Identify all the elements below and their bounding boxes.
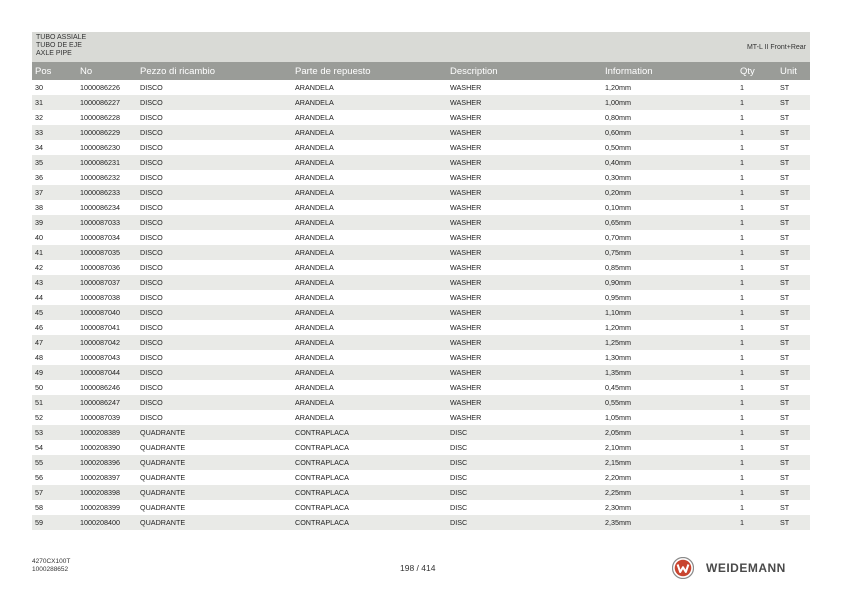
title-band xyxy=(32,32,810,62)
cell-qty: 1 xyxy=(737,365,777,380)
cell-description: WASHER xyxy=(450,413,482,422)
cell-no: 1000208396 xyxy=(77,455,137,470)
cell-description: WASHER xyxy=(450,173,482,182)
cell-description: WASHER xyxy=(450,263,482,272)
cell-description: WASHER xyxy=(447,275,602,290)
table-row xyxy=(32,440,810,455)
cell-pezzo: DISCO xyxy=(137,335,292,350)
table-row xyxy=(32,155,810,170)
cell-description: WASHER xyxy=(447,155,602,170)
cell-parte: ARANDELA xyxy=(295,323,334,332)
cell-no: 1000086227 xyxy=(77,95,137,110)
doc-code: 4270CX100T xyxy=(32,558,71,565)
cell-parte: ARANDELA xyxy=(292,395,447,410)
cell-unit: ST xyxy=(780,443,790,452)
cell-pos: 47 xyxy=(32,335,77,350)
cell-unit: ST xyxy=(780,263,790,272)
cell-pos: 56 xyxy=(35,473,43,482)
cell-description: DISC xyxy=(447,455,602,470)
cell-description: WASHER xyxy=(450,323,482,332)
cell-unit: ST xyxy=(780,413,790,422)
cell-description: DISC xyxy=(450,503,468,512)
cell-pezzo: DISCO xyxy=(137,365,292,380)
cell-information: 2,30mm xyxy=(605,503,631,512)
cell-qty: 1 xyxy=(737,245,777,260)
cell-information: 0,80mm xyxy=(605,113,631,122)
cell-pos: 55 xyxy=(32,455,77,470)
cell-description: WASHER xyxy=(447,185,602,200)
cell-qty: 1 xyxy=(740,173,744,182)
cell-qty: 1 xyxy=(737,395,777,410)
cell-pos: 42 xyxy=(35,263,43,272)
cell-unit: ST xyxy=(780,323,790,332)
cell-no: 1000208397 xyxy=(80,473,120,482)
table-row xyxy=(32,485,810,500)
cell-unit: ST xyxy=(780,353,790,362)
cell-description: DISC xyxy=(447,485,602,500)
cell-pezzo: DISCO xyxy=(137,245,292,260)
cell-information: 1,25mm xyxy=(602,335,737,350)
cell-parte: ARANDELA xyxy=(295,383,334,392)
cell-unit: ST xyxy=(780,173,790,182)
cell-parte: ARANDELA xyxy=(292,125,447,140)
cell-parte: ARANDELA xyxy=(295,353,334,362)
cell-parte: ARANDELA xyxy=(295,143,334,152)
cell-unit: ST xyxy=(777,305,810,320)
cell-pos: 40 xyxy=(35,233,43,242)
cell-parte: ARANDELA xyxy=(295,413,334,422)
cell-pezzo: DISCO xyxy=(140,143,163,152)
cell-no: 1000087035 xyxy=(77,245,137,260)
cell-unit: ST xyxy=(777,455,810,470)
cell-parte: CONTRAPLACA xyxy=(292,455,447,470)
cell-information: 0,50mm xyxy=(605,143,631,152)
cell-unit: ST xyxy=(780,233,790,242)
table-row xyxy=(32,425,810,440)
cell-pezzo: DISCO xyxy=(140,323,163,332)
table-row xyxy=(32,380,810,395)
cell-information: 0,65mm xyxy=(602,215,737,230)
cell-parte: ARANDELA xyxy=(295,113,334,122)
cell-pos: 31 xyxy=(32,95,77,110)
cell-description: DISC xyxy=(450,443,468,452)
doc-id: 1000288652 xyxy=(32,565,69,573)
cell-no: 1000086231 xyxy=(77,155,137,170)
cell-information: 2,15mm xyxy=(602,455,737,470)
table-header-row xyxy=(32,62,810,80)
cell-description: WASHER xyxy=(447,335,602,350)
brand-name: WEIDEMANN xyxy=(706,561,786,575)
cell-unit: ST xyxy=(777,185,810,200)
cell-unit: ST xyxy=(777,395,810,410)
cell-pezzo: DISCO xyxy=(137,395,292,410)
cell-pezzo: DISCO xyxy=(137,215,292,230)
cell-unit: ST xyxy=(780,383,790,392)
cell-pezzo: QUADRANTE xyxy=(137,455,292,470)
cell-information: 0,20mm xyxy=(602,185,737,200)
cell-pos: 59 xyxy=(32,515,77,530)
cell-description: WASHER xyxy=(450,143,482,152)
cell-qty: 1 xyxy=(740,293,744,302)
cell-no: 1000208400 xyxy=(77,515,137,530)
cell-description: WASHER xyxy=(450,233,482,242)
cell-unit: ST xyxy=(780,143,790,152)
table-row xyxy=(32,125,810,140)
cell-parte: ARANDELA xyxy=(295,173,334,182)
cell-parte: ARANDELA xyxy=(295,263,334,272)
cell-qty: 1 xyxy=(737,155,777,170)
table-row xyxy=(32,230,810,245)
cell-description: WASHER xyxy=(450,203,482,212)
cell-no: 1000087042 xyxy=(77,335,137,350)
cell-information: 2,25mm xyxy=(602,485,737,500)
cell-pos: 37 xyxy=(32,185,77,200)
cell-pos: 48 xyxy=(35,353,43,362)
cell-qty: 1 xyxy=(740,143,744,152)
cell-parte: CONTRAPLACA xyxy=(292,425,447,440)
cell-pos: 44 xyxy=(35,293,43,302)
cell-no: 1000208399 xyxy=(80,503,120,512)
table-row xyxy=(32,275,810,290)
cell-description: DISC xyxy=(447,425,602,440)
cell-information: 0,55mm xyxy=(602,395,737,410)
cell-qty: 1 xyxy=(737,335,777,350)
cell-qty: 1 xyxy=(737,485,777,500)
cell-pezzo: DISCO xyxy=(137,275,292,290)
table-row xyxy=(32,290,810,305)
cell-pos: 36 xyxy=(35,173,43,182)
cell-information: 0,70mm xyxy=(605,233,631,242)
weidemann-w-logo-icon xyxy=(672,557,694,579)
cell-parte: ARANDELA xyxy=(295,203,334,212)
cell-qty: 1 xyxy=(737,515,777,530)
cell-qty: 1 xyxy=(737,125,777,140)
cell-qty: 1 xyxy=(740,443,744,452)
title-line-it: TUBO ASSIALE xyxy=(36,34,87,41)
cell-pezzo: QUADRANTE xyxy=(140,473,186,482)
machine-model: MT-L II Front+Rear xyxy=(746,44,806,51)
cell-unit: ST xyxy=(777,485,810,500)
cell-unit: ST xyxy=(777,275,810,290)
cell-pos: 57 xyxy=(32,485,77,500)
cell-parte: ARANDELA xyxy=(292,365,447,380)
cell-parte: CONTRAPLACA xyxy=(292,515,447,530)
cell-no: 1000086246 xyxy=(80,383,120,392)
cell-qty: 1 xyxy=(737,455,777,470)
cell-pos: 54 xyxy=(35,443,43,452)
cell-pezzo: QUADRANTE xyxy=(137,425,292,440)
cell-pezzo: DISCO xyxy=(140,203,163,212)
cell-parte: CONTRAPLACA xyxy=(295,473,349,482)
table-row xyxy=(32,215,810,230)
table-row xyxy=(32,320,810,335)
cell-description: DISC xyxy=(447,515,602,530)
column-header-information: Information xyxy=(602,62,737,80)
cell-pezzo: DISCO xyxy=(140,383,163,392)
table-row xyxy=(32,245,810,260)
cell-pos: 43 xyxy=(32,275,77,290)
cell-pezzo: DISCO xyxy=(137,185,292,200)
document-number xyxy=(32,558,70,573)
cell-pezzo: DISCO xyxy=(137,155,292,170)
cell-information: 1,00mm xyxy=(602,95,737,110)
table-row xyxy=(32,200,810,215)
cell-no: 1000208389 xyxy=(77,425,137,440)
cell-information: 1,35mm xyxy=(602,365,737,380)
cell-no: 1000087033 xyxy=(77,215,137,230)
title-line-en: AXLE PIPE xyxy=(36,50,72,57)
table-row xyxy=(32,185,810,200)
cell-unit: ST xyxy=(780,83,790,92)
table-row xyxy=(32,140,810,155)
cell-no: 1000087037 xyxy=(77,275,137,290)
cell-unit: ST xyxy=(777,515,810,530)
cell-no: 1000087041 xyxy=(80,323,120,332)
table-row xyxy=(32,350,810,365)
cell-description: WASHER xyxy=(447,95,602,110)
table-body xyxy=(32,80,810,530)
cell-parte: ARANDELA xyxy=(292,95,447,110)
cell-information: 1,05mm xyxy=(605,413,631,422)
cell-unit: ST xyxy=(777,215,810,230)
brand-logo xyxy=(672,557,786,579)
cell-pezzo: DISCO xyxy=(137,95,292,110)
cell-qty: 1 xyxy=(737,305,777,320)
cell-no: 1000086232 xyxy=(80,173,120,182)
cell-pezzo: DISCO xyxy=(140,263,163,272)
cell-description: WASHER xyxy=(450,113,482,122)
cell-description: WASHER xyxy=(450,83,482,92)
cell-unit: ST xyxy=(780,113,790,122)
cell-description: WASHER xyxy=(450,383,482,392)
cell-information: 1,20mm xyxy=(605,83,631,92)
cell-no: 1000087036 xyxy=(80,263,120,272)
cell-no: 1000208398 xyxy=(77,485,137,500)
cell-pos: 35 xyxy=(32,155,77,170)
cell-no: 1000086234 xyxy=(80,203,120,212)
cell-information: 0,45mm xyxy=(605,383,631,392)
cell-pezzo: DISCO xyxy=(137,305,292,320)
table-row xyxy=(32,365,810,380)
table-row xyxy=(32,80,810,95)
cell-unit: ST xyxy=(777,335,810,350)
cell-information: 0,75mm xyxy=(602,245,737,260)
column-header-description: Description xyxy=(447,62,602,80)
cell-no: 1000086230 xyxy=(80,143,120,152)
column-header-pos: Pos xyxy=(32,62,77,80)
cell-pos: 30 xyxy=(35,83,43,92)
cell-description: WASHER xyxy=(447,365,602,380)
cell-pos: 32 xyxy=(35,113,43,122)
cell-information: 0,10mm xyxy=(605,203,631,212)
table-row xyxy=(32,260,810,275)
cell-qty: 1 xyxy=(740,83,744,92)
cell-no: 1000086247 xyxy=(77,395,137,410)
cell-information: 2,10mm xyxy=(605,443,631,452)
cell-no: 1000087039 xyxy=(80,413,120,422)
cell-no: 1000087044 xyxy=(77,365,137,380)
parts-table xyxy=(32,62,810,530)
cell-qty: 1 xyxy=(740,323,744,332)
cell-no: 1000087043 xyxy=(80,353,120,362)
cell-unit: ST xyxy=(777,425,810,440)
cell-pos: 33 xyxy=(32,125,77,140)
cell-pezzo: DISCO xyxy=(140,173,163,182)
column-header-pezzo: Pezzo di ricambio xyxy=(137,62,292,80)
cell-pos: 53 xyxy=(32,425,77,440)
page-number: 198 / 414 xyxy=(400,563,436,573)
table-row xyxy=(32,335,810,350)
cell-pos: 50 xyxy=(35,383,43,392)
cell-parte: ARANDELA xyxy=(295,293,334,302)
cell-qty: 1 xyxy=(740,113,744,122)
cell-pos: 34 xyxy=(35,143,43,152)
cell-parte: ARANDELA xyxy=(292,305,447,320)
cell-description: WASHER xyxy=(447,215,602,230)
cell-description: WASHER xyxy=(447,305,602,320)
cell-qty: 1 xyxy=(737,275,777,290)
cell-no: 1000087040 xyxy=(77,305,137,320)
table-row xyxy=(32,500,810,515)
cell-unit: ST xyxy=(777,95,810,110)
cell-no: 1000086228 xyxy=(80,113,120,122)
table-row xyxy=(32,170,810,185)
cell-pezzo: QUADRANTE xyxy=(140,443,186,452)
cell-pezzo: DISCO xyxy=(140,83,163,92)
cell-information: 1,20mm xyxy=(605,323,631,332)
cell-description: DISC xyxy=(450,473,468,482)
parts-list-page xyxy=(32,32,810,530)
cell-no: 1000087038 xyxy=(80,293,120,302)
cell-qty: 1 xyxy=(737,185,777,200)
table-row xyxy=(32,515,810,530)
cell-parte: ARANDELA xyxy=(292,155,447,170)
cell-qty: 1 xyxy=(740,263,744,272)
cell-information: 2,35mm xyxy=(602,515,737,530)
cell-no: 1000086226 xyxy=(80,83,120,92)
cell-information: 2,20mm xyxy=(605,473,631,482)
cell-pos: 41 xyxy=(32,245,77,260)
table-row xyxy=(32,410,810,425)
column-header-qty: Qty xyxy=(737,62,777,80)
cell-information: 1,10mm xyxy=(602,305,737,320)
cell-parte: ARANDELA xyxy=(295,233,334,242)
cell-pos: 58 xyxy=(35,503,43,512)
cell-information: 1,30mm xyxy=(605,353,631,362)
cell-description: WASHER xyxy=(447,395,602,410)
cell-pezzo: QUADRANTE xyxy=(137,515,292,530)
cell-pezzo: DISCO xyxy=(140,293,163,302)
cell-pos: 39 xyxy=(32,215,77,230)
cell-information: 0,30mm xyxy=(605,173,631,182)
cell-parte: CONTRAPLACA xyxy=(292,485,447,500)
cell-description: WASHER xyxy=(447,125,602,140)
cell-pezzo: DISCO xyxy=(140,233,163,242)
cell-pos: 52 xyxy=(35,413,43,422)
cell-pos: 38 xyxy=(35,203,43,212)
cell-unit: ST xyxy=(777,125,810,140)
column-header-no: No xyxy=(77,62,137,80)
cell-qty: 1 xyxy=(737,95,777,110)
table-row xyxy=(32,95,810,110)
cell-qty: 1 xyxy=(740,203,744,212)
cell-unit: ST xyxy=(777,245,810,260)
cell-information: 0,90mm xyxy=(602,275,737,290)
cell-pezzo: DISCO xyxy=(140,113,163,122)
cell-description: WASHER xyxy=(447,245,602,260)
cell-unit: ST xyxy=(780,503,790,512)
cell-information: 2,05mm xyxy=(602,425,737,440)
cell-information: 0,95mm xyxy=(605,293,631,302)
cell-parte: CONTRAPLACA xyxy=(295,443,349,452)
cell-unit: ST xyxy=(777,365,810,380)
cell-unit: ST xyxy=(780,293,790,302)
cell-pezzo: DISCO xyxy=(137,125,292,140)
assembly-title xyxy=(36,34,86,58)
cell-parte: CONTRAPLACA xyxy=(295,503,349,512)
cell-information: 0,40mm xyxy=(602,155,737,170)
cell-description: WASHER xyxy=(450,353,482,362)
cell-qty: 1 xyxy=(737,215,777,230)
cell-qty: 1 xyxy=(740,383,744,392)
cell-unit: ST xyxy=(780,473,790,482)
table-row xyxy=(32,305,810,320)
table-row xyxy=(32,470,810,485)
cell-pezzo: QUADRANTE xyxy=(140,503,186,512)
cell-pezzo: QUADRANTE xyxy=(137,485,292,500)
cell-parte: ARANDELA xyxy=(292,245,447,260)
cell-pos: 51 xyxy=(32,395,77,410)
cell-unit: ST xyxy=(780,203,790,212)
cell-information: 0,85mm xyxy=(605,263,631,272)
column-header-parte: Parte de repuesto xyxy=(292,62,447,80)
table-row xyxy=(32,455,810,470)
column-header-unit: Unit xyxy=(777,62,810,80)
cell-information: 0,60mm xyxy=(602,125,737,140)
cell-pezzo: DISCO xyxy=(140,413,163,422)
cell-no: 1000086229 xyxy=(77,125,137,140)
cell-qty: 1 xyxy=(737,425,777,440)
cell-pos: 49 xyxy=(32,365,77,380)
table-row xyxy=(32,395,810,410)
cell-qty: 1 xyxy=(740,233,744,242)
cell-parte: ARANDELA xyxy=(292,335,447,350)
cell-no: 1000087034 xyxy=(80,233,120,242)
cell-unit: ST xyxy=(777,155,810,170)
cell-qty: 1 xyxy=(740,413,744,422)
cell-pos: 45 xyxy=(32,305,77,320)
cell-no: 1000086233 xyxy=(77,185,137,200)
cell-pezzo: DISCO xyxy=(140,353,163,362)
cell-description: WASHER xyxy=(450,293,482,302)
cell-qty: 1 xyxy=(740,503,744,512)
cell-no: 1000208390 xyxy=(80,443,120,452)
cell-pos: 46 xyxy=(35,323,43,332)
cell-qty: 1 xyxy=(740,473,744,482)
cell-parte: ARANDELA xyxy=(292,185,447,200)
table-row xyxy=(32,110,810,125)
title-line-es: TUBO DE EJE xyxy=(36,42,82,49)
cell-parte: ARANDELA xyxy=(295,83,334,92)
cell-qty: 1 xyxy=(740,353,744,362)
cell-parte: ARANDELA xyxy=(292,215,447,230)
cell-parte: ARANDELA xyxy=(292,275,447,290)
